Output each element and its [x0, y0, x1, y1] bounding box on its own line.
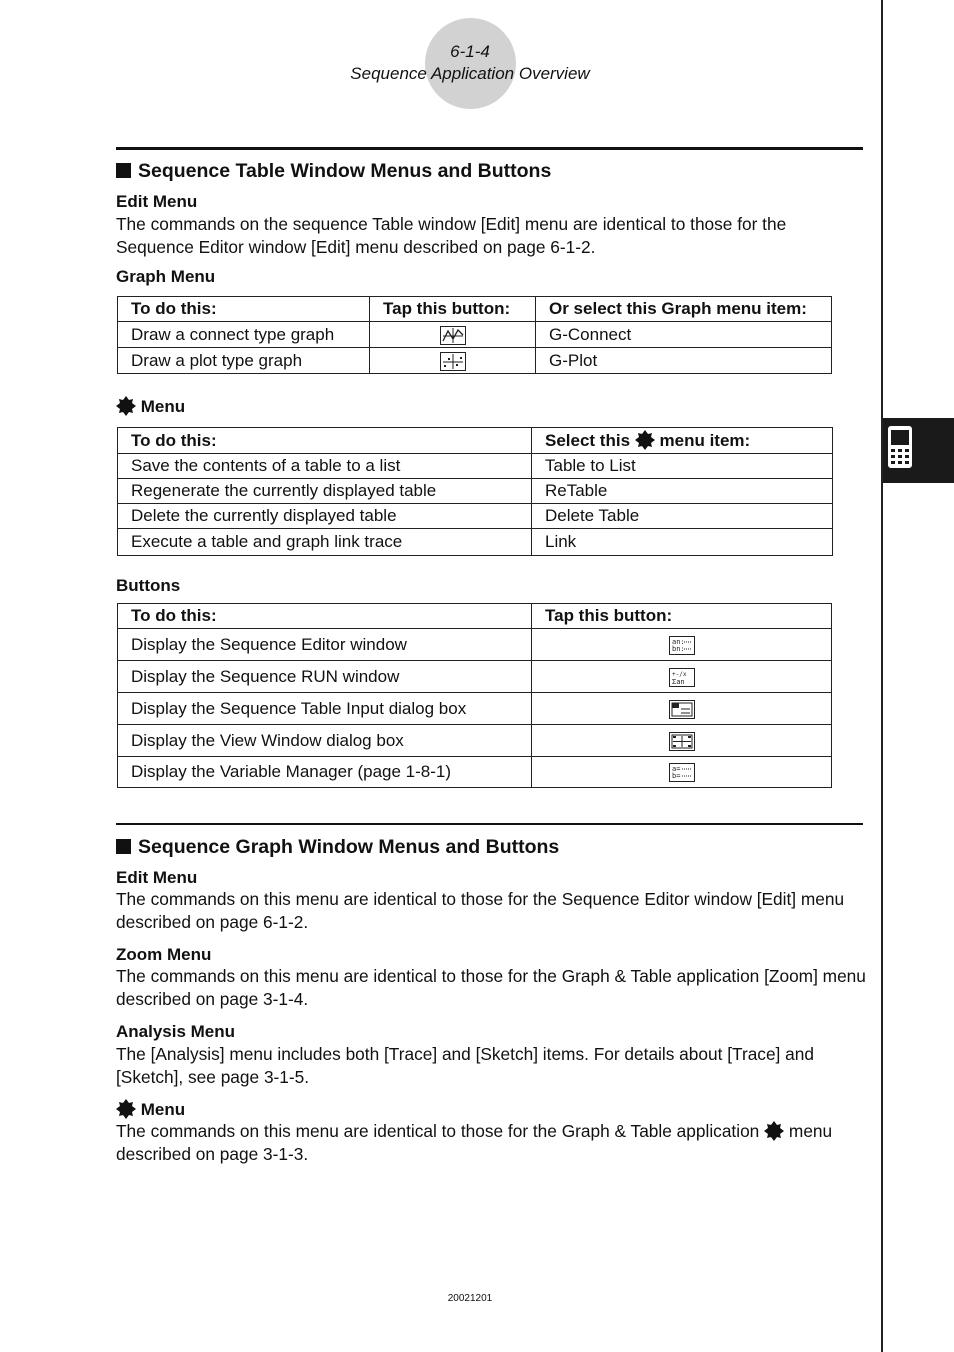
- table-cell: Table to List: [532, 454, 833, 479]
- diamond-menu-icon: [116, 396, 136, 416]
- section-title: Sequence Graph Window Menus and Buttons: [116, 836, 559, 859]
- svg-text:bn:: bn:: [671, 644, 685, 653]
- graph-menu-heading: Graph Menu: [116, 267, 216, 286]
- page-footer-code: 20021201: [447, 1293, 493, 1304]
- table-cell: Execute a table and graph link trace: [118, 529, 532, 556]
- zoom-menu-heading: Zoom Menu: [116, 945, 212, 964]
- table-cell: ReTable: [532, 479, 833, 504]
- table-header: To do this:: [118, 604, 532, 629]
- table-cell: Regenerate the currently displayed table: [118, 479, 532, 504]
- table-cell: G-Connect: [536, 322, 832, 348]
- svg-text:a=: a=: [671, 765, 680, 773]
- table-input-icon: [669, 700, 695, 719]
- diamond-menu-heading: Menu: [116, 1099, 185, 1120]
- calculator-icon: [887, 425, 913, 469]
- table-row: [118, 479, 833, 504]
- edit-menu-text: The commands on the sequence Table window [Edit] menu are identical to those for the Sequence Editor window [Edit] menu described on page 6-1-2.: [116, 214, 787, 257]
- svg-text:Σan: Σan: [671, 677, 685, 686]
- edit-menu-heading: Edit Menu: [116, 192, 198, 211]
- table-row: [118, 454, 833, 479]
- diamond-menu-icon: [635, 430, 655, 450]
- edit-menu-heading: Edit Menu: [116, 868, 198, 887]
- table-row: [118, 725, 832, 757]
- variable-manager-icon: [669, 763, 695, 782]
- table-row: [118, 529, 833, 556]
- table-cell: Display the Sequence Editor window: [118, 629, 532, 661]
- table-header: Select this menu item:: [532, 428, 833, 454]
- table-cell: Link: [532, 529, 833, 556]
- table-cell: Save the contents of a table to a list: [118, 454, 532, 479]
- table-row: [118, 504, 833, 529]
- g-plot-icon: [440, 352, 466, 371]
- edit-menu-text: The commands on this menu are identical to those for the Sequence Editor window [Edit] menu described on page 6-1-2.: [116, 889, 845, 932]
- table-header: Tap this button:: [532, 604, 832, 629]
- square-bullet-icon: [116, 839, 131, 854]
- section-rule: [116, 147, 863, 150]
- diamond-menu-table: [117, 427, 833, 556]
- table-row: [118, 629, 832, 661]
- svg-text:an:: an:: [671, 637, 685, 646]
- table-cell: Display the View Window dialog box: [118, 725, 532, 757]
- g-connect-icon: [440, 326, 466, 345]
- table-row: [118, 661, 832, 693]
- table-row: [118, 693, 832, 725]
- table-header: To do this:: [118, 428, 532, 454]
- section-rule: [116, 823, 863, 825]
- analysis-menu-heading: Analysis Menu: [116, 1022, 236, 1041]
- table-cell: Display the Sequence Table Input dialog box: [118, 693, 532, 725]
- table-header: Tap this button:: [370, 297, 536, 322]
- diamond-menu-icon: [764, 1121, 784, 1141]
- page-edge-line: [881, 0, 883, 1352]
- table-row: [118, 322, 832, 348]
- graph-menu-table: [117, 296, 832, 374]
- section-number: 6-1-4: [450, 42, 490, 61]
- table-cell: Display the Variable Manager (page 1-8-1): [118, 757, 532, 788]
- table-header: Or select this Graph menu item:: [536, 297, 832, 322]
- table-cell: Delete Table: [532, 504, 833, 529]
- table-header: To do this:: [118, 297, 370, 322]
- sequence-run-icon: [669, 668, 695, 687]
- table-cell: Draw a connect type graph: [118, 322, 370, 348]
- diamond-menu-heading: Menu: [116, 396, 185, 417]
- svg-text:b=: b=: [671, 772, 680, 780]
- zoom-menu-text: The commands on this menu are identical to those for the Graph & Table application [Zoom] menu described on page 3-1-4.: [116, 966, 866, 1009]
- analysis-menu-text: The [Analysis] menu includes both [Trace] and [Sketch] items. For details about [Trace] and [Sketch], see page 3-1-5.: [116, 1044, 814, 1087]
- view-window-icon: [669, 732, 695, 751]
- table-cell: Delete the currently displayed table: [118, 504, 532, 529]
- square-bullet-icon: [116, 163, 131, 178]
- table-row: [118, 757, 832, 788]
- diamond-menu-text: The commands on this menu are identical to those for the Graph & Table application menu described on page 3-1-3.: [116, 1121, 833, 1164]
- svg-text:+-/x: +-/x: [671, 670, 686, 678]
- table-cell: Display the Sequence RUN window: [118, 661, 532, 693]
- buttons-heading: Buttons: [116, 576, 181, 595]
- table-cell: G-Plot: [536, 348, 832, 374]
- diamond-menu-icon: [116, 1099, 136, 1119]
- sequence-editor-icon: [669, 636, 695, 655]
- buttons-table: [117, 603, 832, 788]
- section-title: Sequence Table Window Menus and Buttons: [116, 160, 551, 183]
- table-row: [118, 348, 832, 374]
- table-cell: Draw a plot type graph: [118, 348, 370, 374]
- page-header-title: Sequence Application Overview: [350, 64, 590, 83]
